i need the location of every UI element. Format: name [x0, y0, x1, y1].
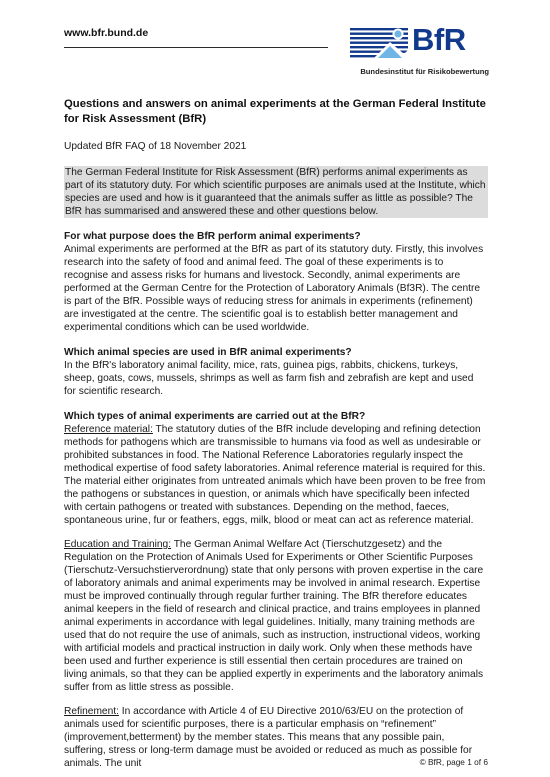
education-training-text: The German Animal Welfare Act (Tierschutzgesetz) and the Regulation on the Protection of Animals Used for Experiments or Other Scientific Purposes (Tierschutz-Versuchstierverordnung) state that only persons with proven expertise in the care of laboratory animals and animal experiments may be involved in animal research. Expertise must be improved continually through regular further training. The BfR therefore educates animal keepers in the field of research and clinical practice, and trains employees in planned animal experiments in accordance with legal guidelines. Initially, many training methods are used that do not require the use of animals, such as instruction, instructional videos, working with artificial models and practical instruction in daily work. Only when these methods have been used and further experience is still essential then certain procedures are trained on living animals, so that they can be applied expertly in experiments and the laboratory animals suffer from as little stress as possible.: [64, 539, 484, 693]
document-body: [64, 97, 488, 770]
reference-material-text: The statutory duties of the BfR include developing and refining detection methods for pathogens which are transmissible to humans via food as well as undesirable or prohibited substances in food. The National Reference Laboratories regularly inspect the methodical expertise of food safety laboratories. Animal reference material is required for this. The material either originates from untreated animals which have been proven to be free from the pathogens or substances in question, or animals which have specifically been infected with certain pathogens or treated with substances. Depending on the method, faeces, spontaneous urine, fur or feathers, eggs, milk, blood or meat can act as reference material.: [64, 424, 486, 526]
document-title: Questions and answers on animal experiments at the German Federal Institute for Risk Assessment (BfR): [64, 98, 486, 125]
question-types: Which types of animal experiments are carried out at the BfR?: [64, 411, 366, 422]
answer-purpose: Animal experiments are performed at the BfR as part of its statutory duty. Firstly, this involves research into the safety of food and animal feed. The goal of these experiments is to recognise and assess risks for humans and livestock. Secondly, animal experiments are performed at the German Centre for the Protection of Laboratory Animals (Bf3R). The centre is part of the BfR. Possible ways of reducing stress for animals in experiments (refinement) are investigated at the centre. The scientific goal is to establish better management and experimental conditions which can be used worldwide.: [64, 244, 484, 333]
header-divider: [64, 47, 328, 48]
update-date: Updated BfR FAQ of 18 November 2021: [64, 141, 247, 152]
answer-education-training: [64, 538, 488, 694]
question-species: Which animal species are used in BfR animal experiments?: [64, 347, 352, 358]
site-url[interactable]: www.bfr.bund.de: [64, 27, 149, 39]
question-purpose: For what purpose does the BfR perform animal experiments?: [64, 231, 361, 242]
reference-material-label: Reference material:: [64, 424, 153, 435]
answer-reference-material: [64, 423, 488, 527]
bfr-logo-wordmark: BfR: [412, 22, 466, 57]
page-footer: © BfR, page 1 of 6: [419, 757, 488, 767]
education-training-label: Education and Training:: [64, 539, 172, 550]
answer-species: In the BfR's laboratory animal facility, mice, rats, guinea pigs, rabbits, chickens, turkeys, sheep, goats, cows, mussels, shrimps as well as farm fish and zebrafish are kept and used for scientific research.: [64, 360, 474, 397]
institute-name: Bundesinstitut für Risikobewertung: [360, 67, 489, 76]
refinement-text: In accordance with Article 4 of EU Directive 2010/63/EU on the protection of animals used for scientific purposes, there is a particular emphasis on “refinement” (improvement,betterment) by the member states. This means that any possible pain, suffering, stress or long-term damage must be avoided or reduced as much as possible for animals. The unit: [64, 706, 473, 769]
intro-summary: The German Federal Institute for Risk Assessment (BfR) performs animal experiments as part of its statutory duty. For which scientific purposes are animals used at the Institute, which species are used and how is it guaranteed that the animals suffer as little as possible? The BfR has summarised and answered these and other questions below.: [64, 166, 488, 218]
refinement-label: Refinement:: [64, 706, 119, 717]
